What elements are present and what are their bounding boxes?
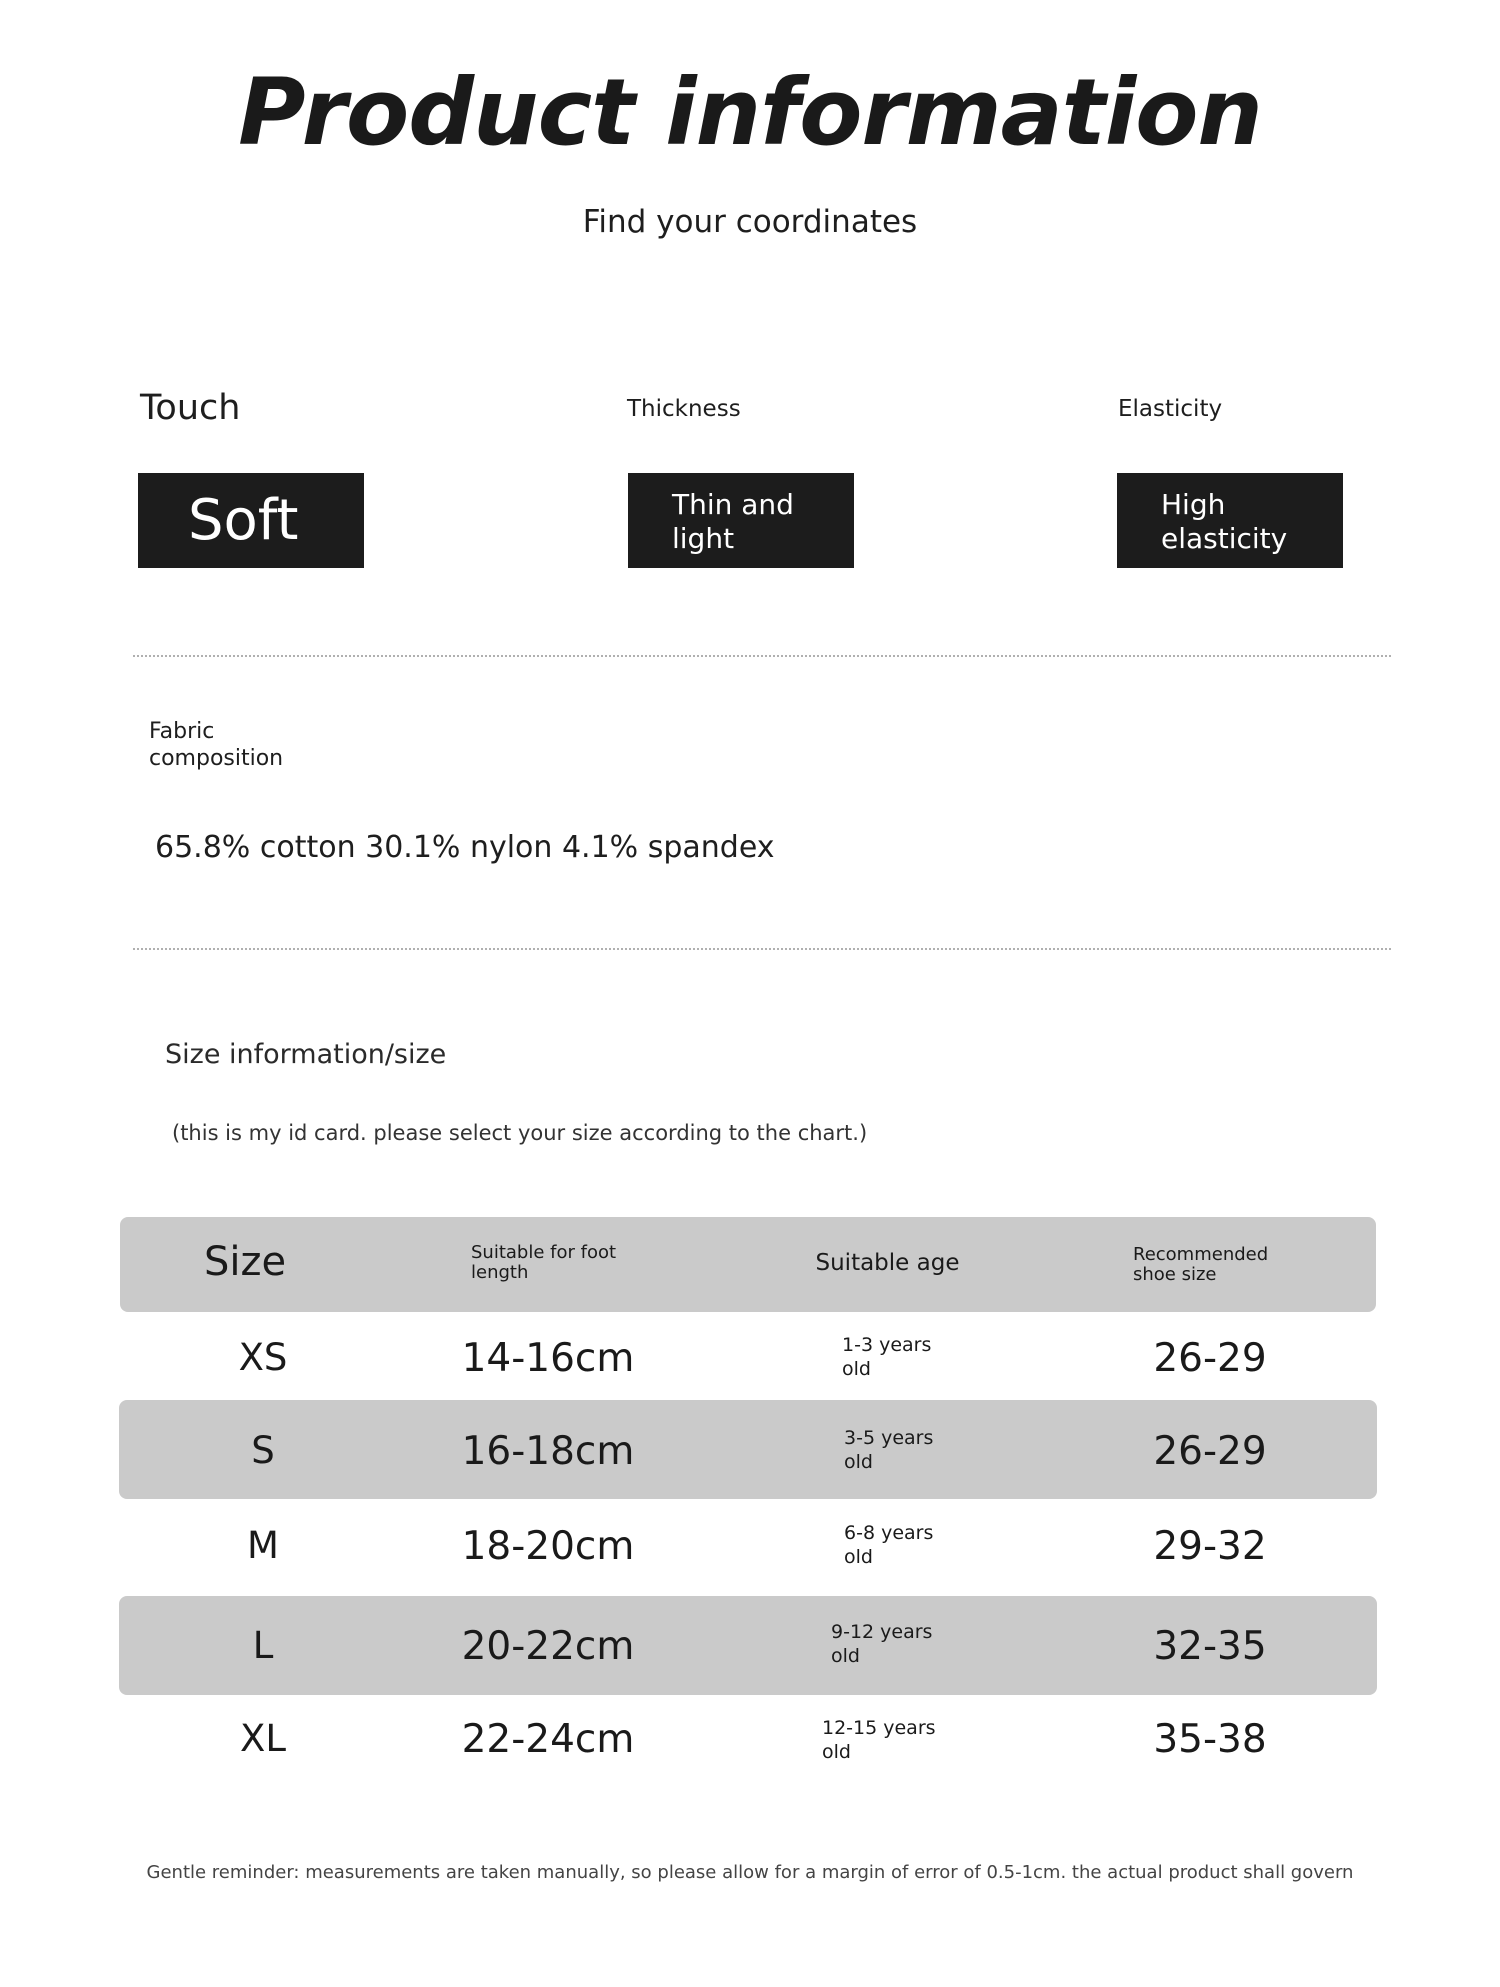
- touch-label: Touch: [140, 388, 241, 428]
- header-age: Suitable age: [815, 1250, 960, 1276]
- row-xs-foot: 14-16cm: [461, 1336, 635, 1381]
- footer-reminder: Gentle reminder: measurements are taken manually, so please allow for a margin of error of 0.5-1cm. the actual product shall govern: [146, 1862, 1354, 1883]
- page-subtitle: Find your coordinates: [582, 204, 918, 240]
- row-xl-age-line-1: 12-15 years: [822, 1717, 936, 1739]
- row-s-foot: 16-18cm: [461, 1429, 635, 1474]
- row-xl-size: XL: [240, 1717, 286, 1760]
- row-m-size: M: [247, 1524, 279, 1567]
- row-xl-shoe: 35-38: [1153, 1717, 1267, 1762]
- header-foot-line-2: length: [471, 1262, 529, 1283]
- row-s-age-line-2: old: [844, 1451, 873, 1473]
- section-divider: [133, 948, 1391, 950]
- thickness-value-line-1: Thin and: [672, 488, 794, 521]
- row-l-foot: 20-22cm: [461, 1624, 635, 1669]
- elasticity-value-line-2: elasticity: [1161, 522, 1288, 555]
- row-m-shoe: 29-32: [1153, 1524, 1267, 1569]
- row-xs-age-line-2: old: [842, 1358, 871, 1380]
- fabric-label: [149, 718, 369, 772]
- header-foot-line-1: Suitable for foot: [471, 1242, 617, 1263]
- row-xl-foot: 22-24cm: [461, 1717, 635, 1762]
- row-l-size: L: [252, 1624, 274, 1667]
- elasticity-value-box: [1117, 473, 1343, 568]
- header-foot-length: [471, 1243, 691, 1283]
- row-xl-age: [822, 1716, 982, 1764]
- elasticity-label: Elasticity: [1118, 396, 1223, 422]
- row-l-age: [831, 1620, 991, 1668]
- thickness-value-box: [628, 473, 854, 568]
- header-shoe-line-1: Recommended: [1133, 1244, 1269, 1265]
- row-xs-age-line-1: 1-3 years: [842, 1334, 932, 1356]
- touch-value-box: [138, 473, 364, 568]
- row-xl-age-line-2: old: [822, 1741, 851, 1763]
- size-section-title: Size information/size: [165, 1039, 447, 1070]
- row-m-age-line-1: 6-8 years: [844, 1522, 934, 1544]
- fabric-composition-value: 65.8% cotton 30.1% nylon 4.1% spandex: [155, 830, 775, 865]
- header-size: Size: [203, 1239, 287, 1285]
- row-l-shoe: 32-35: [1153, 1624, 1267, 1669]
- row-s-shoe: 26-29: [1153, 1429, 1267, 1474]
- row-s-age: [844, 1426, 1004, 1474]
- elasticity-value-line-1: High: [1161, 488, 1226, 521]
- fabric-label-line-1: Fabric: [149, 719, 215, 744]
- header-shoe-line-2: shoe size: [1133, 1264, 1217, 1285]
- thickness-value-line-2: light: [672, 522, 735, 555]
- row-l-age-line-1: 9-12 years: [831, 1621, 933, 1643]
- page-title: Product information: [238, 59, 1262, 166]
- row-m-foot: 18-20cm: [461, 1524, 635, 1569]
- header-shoe-size: [1133, 1245, 1333, 1285]
- touch-value: Soft: [188, 488, 299, 553]
- thickness-label: Thickness: [627, 396, 741, 422]
- row-xs-shoe: 26-29: [1153, 1336, 1267, 1381]
- row-l-age-line-2: old: [831, 1645, 860, 1667]
- row-xs-age: [842, 1333, 1002, 1381]
- row-m-age: [844, 1521, 1004, 1569]
- size-section-note: (this is my id card. please select your size according to the chart.): [172, 1121, 868, 1145]
- row-xs-size: XS: [238, 1336, 288, 1379]
- row-s-size: S: [251, 1429, 275, 1472]
- fabric-label-line-2: composition: [149, 746, 284, 771]
- row-s-age-line-1: 3-5 years: [844, 1427, 934, 1449]
- row-m-age-line-2: old: [844, 1546, 873, 1568]
- section-divider: [133, 655, 1391, 657]
